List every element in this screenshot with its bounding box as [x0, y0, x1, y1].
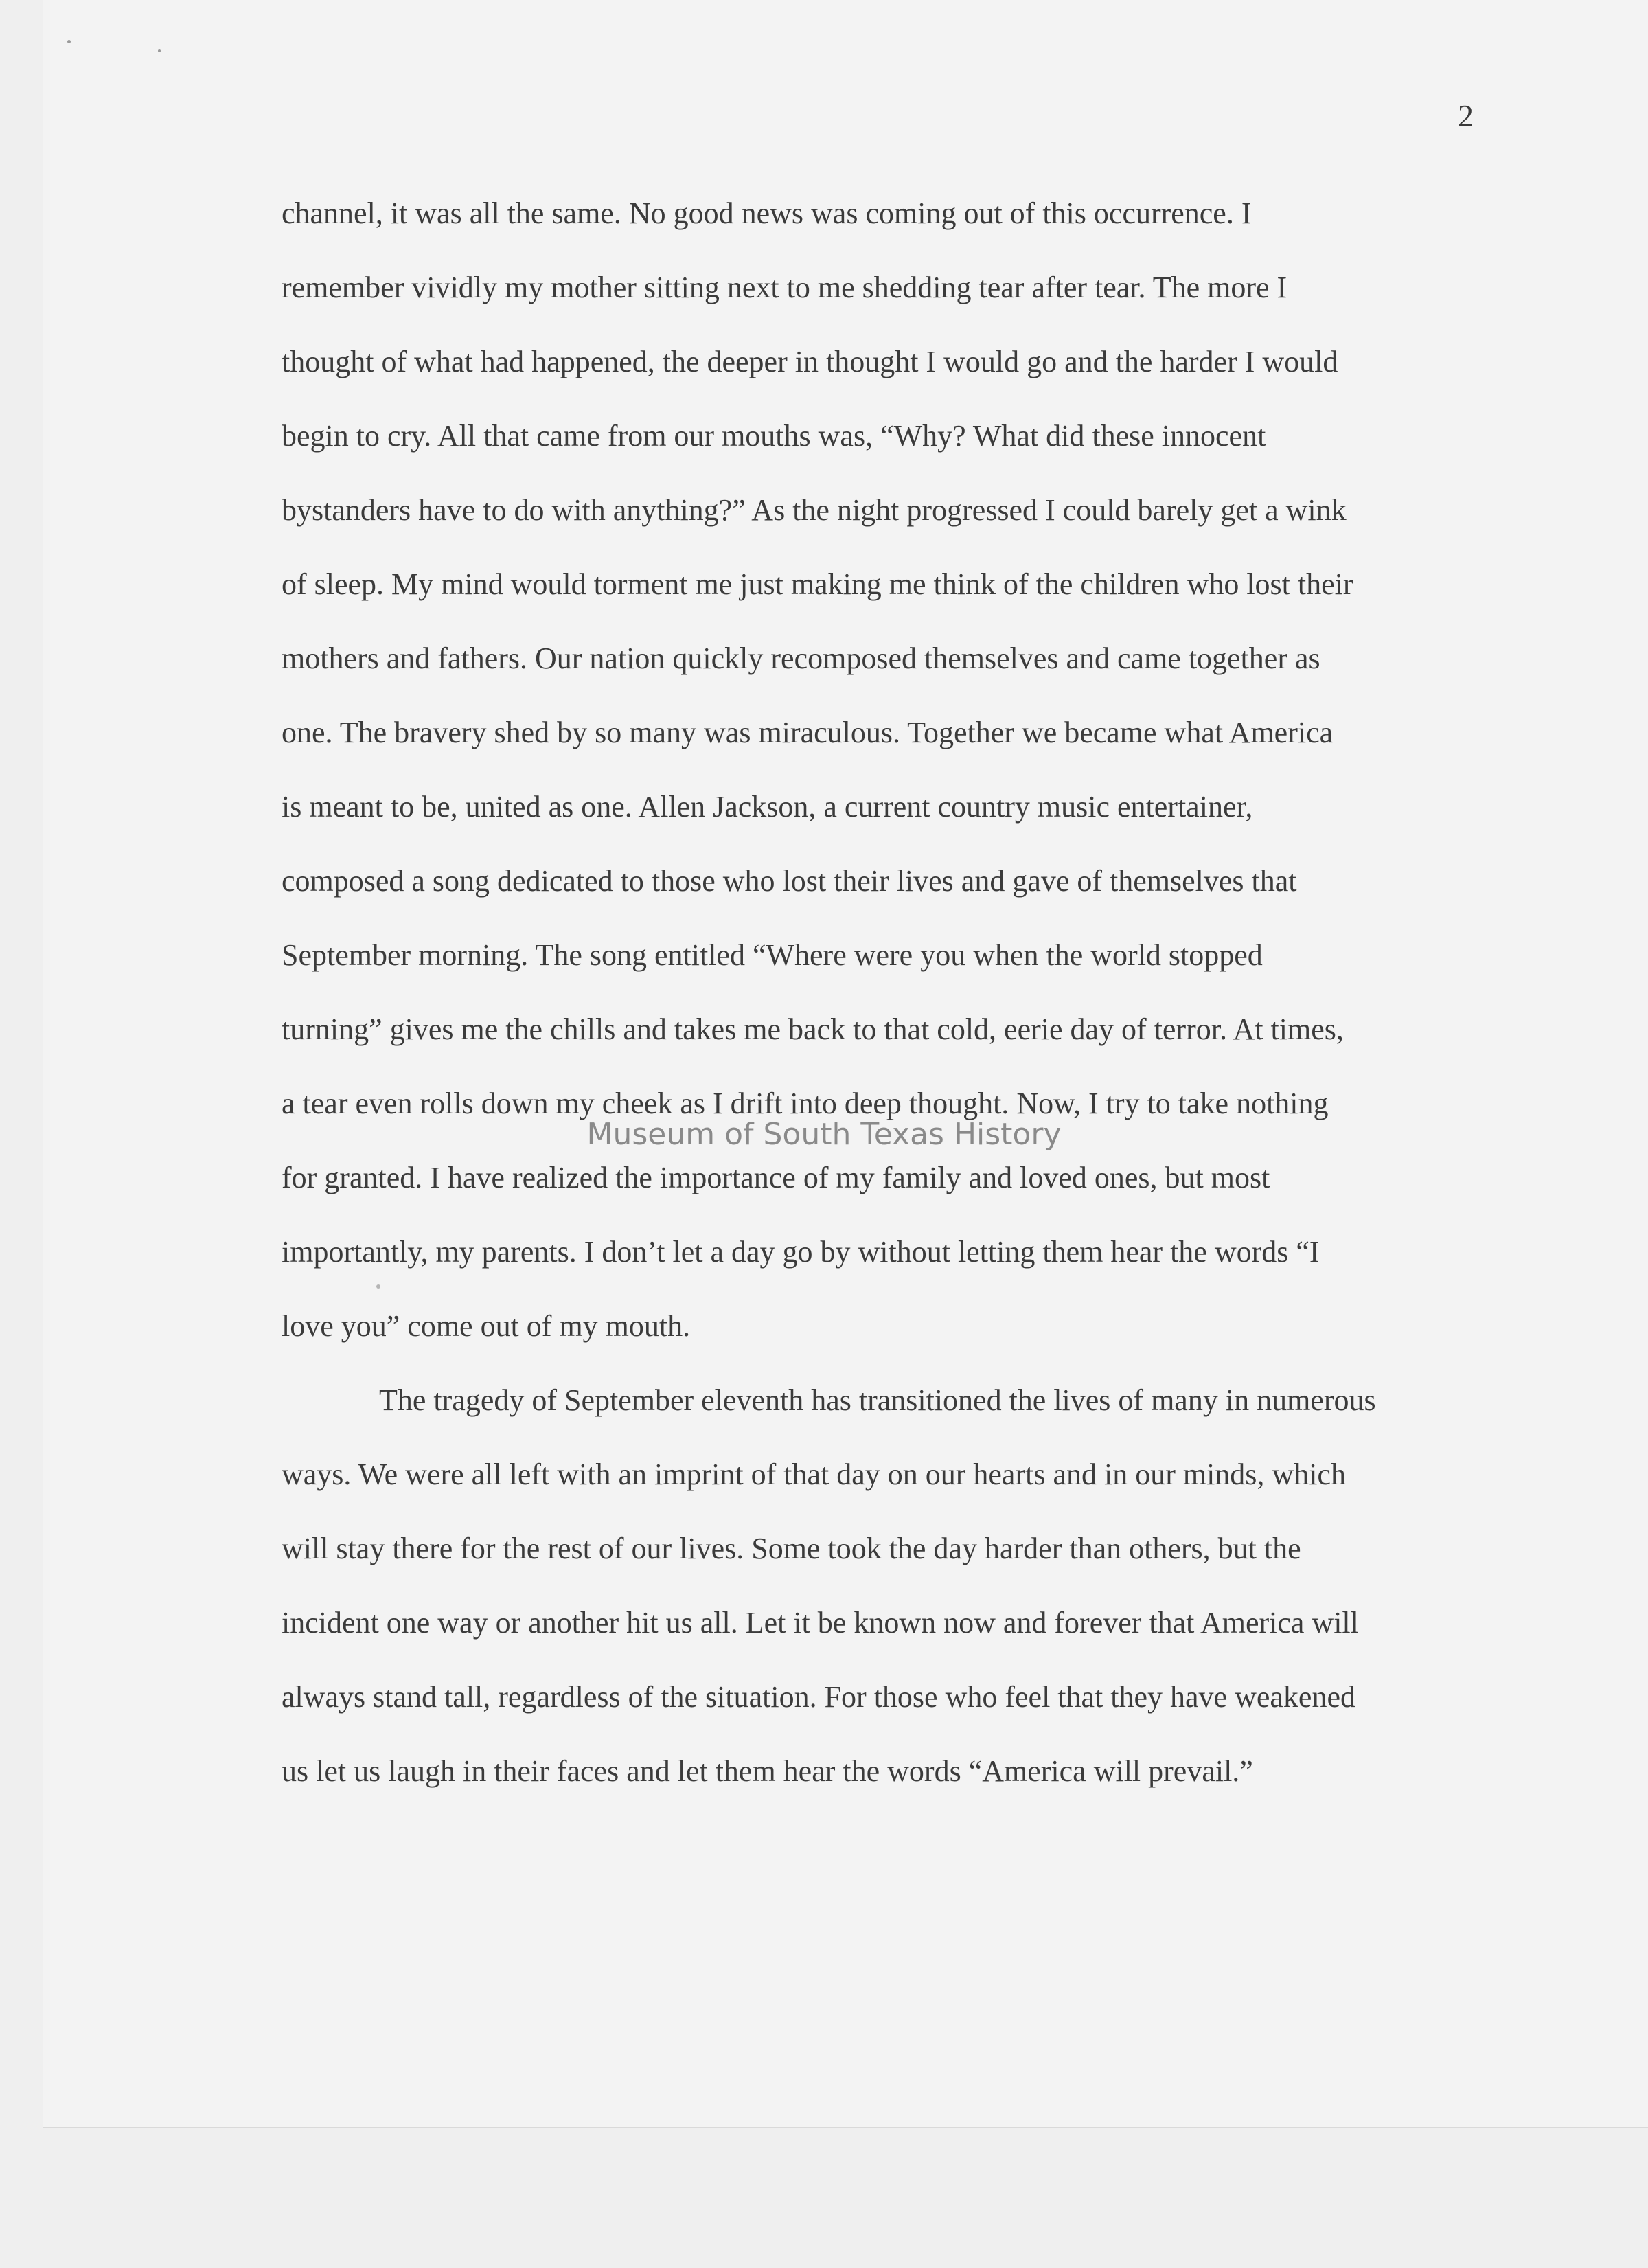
text-line: thought of what had happened, the deeper in thought I would go and the harder I would	[282, 345, 1338, 378]
text-line: for granted. I have realized the importance of my family and loved ones, but most	[282, 1161, 1270, 1194]
scan-speck	[158, 49, 161, 52]
text-line: remember vividly my mother sitting next to me shedding tear after tear. The more I	[282, 271, 1288, 304]
text-line: September morning. The song entitled “Where were you when the world stopped	[282, 938, 1263, 972]
page-number: 2	[1458, 98, 1474, 133]
text-line: always stand tall, regardless of the situation. For those who feel that they have weakened	[282, 1680, 1355, 1714]
text-line: ways. We were all left with an imprint of that day on our hearts and in our minds, which	[282, 1458, 1346, 1491]
text-line: love you” come out of my mouth.	[282, 1309, 691, 1343]
text-line: a tear even rolls down my cheek as I drift into deep thought. Now, I try to take nothing	[282, 1087, 1329, 1120]
text-line: composed a song dedicated to those who lost their lives and gave of themselves that	[282, 864, 1297, 898]
scan-speck	[376, 1284, 380, 1289]
text-line: of sleep. My mind would torment me just making me think of the children who lost their	[282, 567, 1353, 601]
text-line: will stay there for the rest of our lives. Some took the day harder than others, but the	[282, 1532, 1301, 1565]
document-page	[43, 0, 1648, 2128]
text-line: begin to cry. All that came from our mouths was, “Why? What did these innocent	[282, 419, 1266, 453]
text-line: us let us laugh in their faces and let them hear the words “America will prevail.”	[282, 1754, 1253, 1788]
text-line: is meant to be, united as one. Allen Jackson, a current country music entertainer,	[282, 790, 1253, 824]
text-line: bystanders have to do with anything?” As the night progressed I could barely get a wink	[282, 493, 1347, 527]
watermark: Museum of South Texas History	[586, 1117, 1062, 1152]
text-line: one. The bravery shed by so many was miraculous. Together we became what America	[282, 716, 1334, 749]
text-line: turning” gives me the chills and takes me back to that cold, eerie day of terror. At times,	[282, 1012, 1344, 1046]
text-line: incident one way or another hit us all. Let it be known now and forever that America will	[282, 1606, 1359, 1640]
text-line: channel, it was all the same. No good news was coming out of this occurrence. I	[282, 196, 1252, 230]
text-line-indented: The tragedy of September eleventh has transitioned the lives of many in numerous	[379, 1383, 1376, 1417]
text-line: importantly, my parents. I don’t let a day go by without letting them hear the words “I	[282, 1235, 1320, 1269]
scan-speck	[67, 40, 71, 43]
text-line: mothers and fathers. Our nation quickly recomposed themselves and came together as	[282, 642, 1320, 675]
